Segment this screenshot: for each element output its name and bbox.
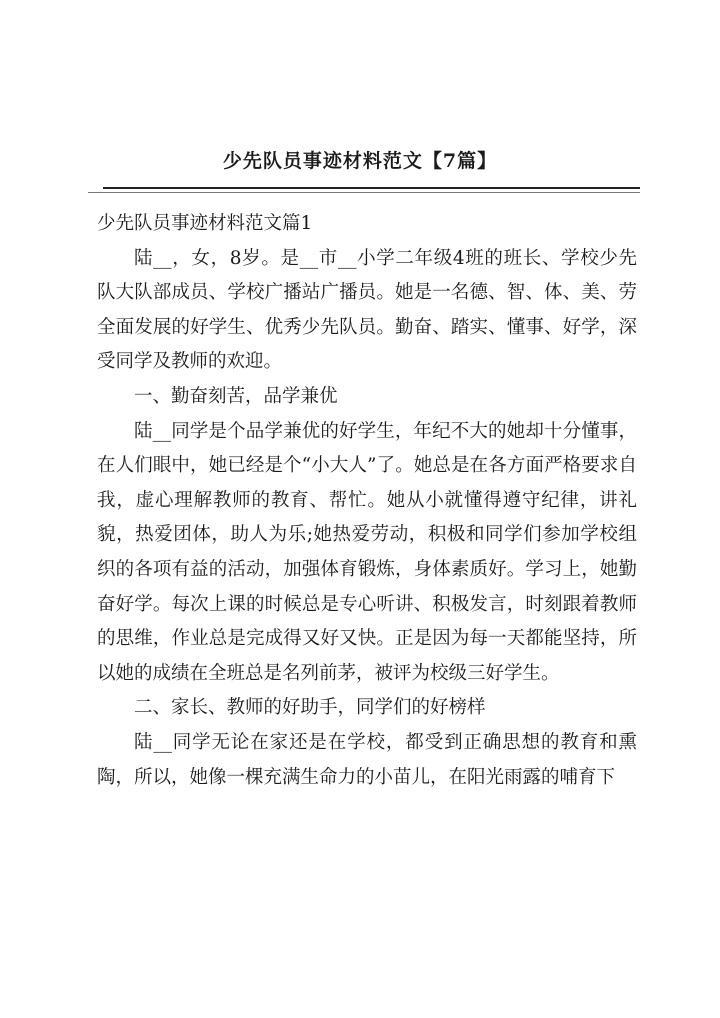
article-heading: 少先队员事迹材料范文篇1	[97, 213, 313, 234]
title-divider-thick	[103, 187, 640, 189]
section-heading-1: 一、勤奋刻苦，品学兼优	[134, 385, 338, 407]
document-body	[97, 207, 637, 795]
title-divider-thin	[88, 192, 640, 193]
section-heading-2: 二、家长、教师的好助手，同学们的好榜样	[134, 697, 486, 719]
document-title: 少先队员事迹材料范文【7篇】	[222, 150, 498, 172]
paragraph-section-2: 陆__同学无论在家还是在学校，都受到正确思想的教育和熏陶，所以，她像一棵充满生命力的小苗儿，在阳光雨露的哺育下	[97, 731, 637, 788]
paragraph-intro: 陆__，女，8岁。是__市__小学二年级4班的班长、学校少先队大队部成员、学校广播站广播员。她是一名德、智、体、美、劳全面发展的好学生、优秀少先队员。勤奋、踏实、懂事、好学，深受同学及教师的欢迎。	[97, 247, 637, 373]
paragraph-section-1: 陆__同学是个品学兼优的好学生，年纪不大的她却十分懂事，在人们眼中，她已经是个“小大人”了。她总是在各方面严格要求自我，虚心理解教师的教育、帮忙。她从小就懂得遵守纪律，讲礼貌，热爱团体，助人为乐;她热爱劳动，积极和同学们参加学校组织的各项有益的活动，加强体育锻炼，身体素质好。学习上，她勤奋好学。每次上课的时候总是专心听讲、积极发言，时刻跟着教师的思维，作业总是完成得又好又快。正是因为每一天都能坚持，所以她的成绩在全班总是名列前茅，被评为校级三好学生。	[97, 420, 637, 684]
